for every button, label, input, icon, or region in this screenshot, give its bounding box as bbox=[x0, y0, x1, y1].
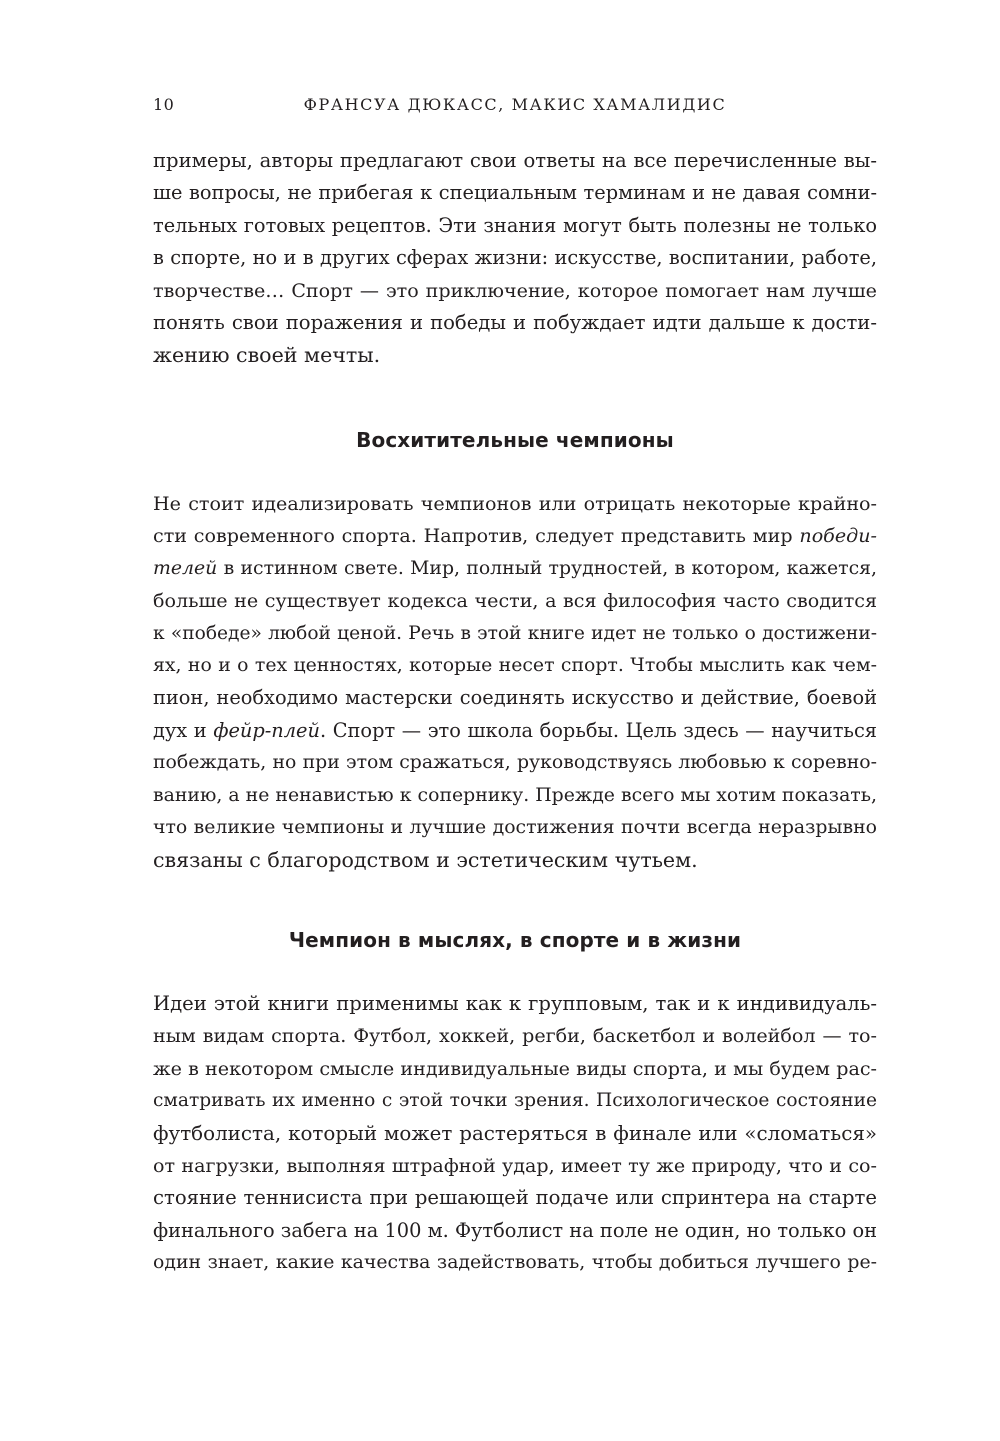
italic-term: телей bbox=[153, 557, 218, 579]
italic-term: победи- bbox=[799, 524, 877, 548]
text-line: тельных готовых рецептов. Эти знания могут быть полезны не только bbox=[153, 213, 877, 237]
text-line: Идеи этой книги применимы как к групповым, так и к индивидуаль- bbox=[153, 992, 877, 1015]
page-number: 10 bbox=[153, 95, 175, 114]
text-line: стояние теннисиста при решающей подаче или спринтера на старте bbox=[153, 1186, 877, 1210]
text-run: дух и bbox=[153, 718, 214, 742]
text-line: один знает, какие качества задействовать, чтобы добиться лучшего ре- bbox=[153, 1252, 877, 1274]
text-line: же в некотором смысле индивидуальные виды спорта, и мы будем рас- bbox=[153, 1056, 877, 1080]
text-line bbox=[153, 520, 877, 552]
section-heading-champion-in-thoughts: Чемпион в мыслях, в спорте и в жизни bbox=[288, 928, 742, 952]
section-heading-champions: Восхитительные чемпионы bbox=[356, 428, 674, 452]
text-line: ванию, а не ненавистью к сопернику. Прежде всего мы хотим показать, bbox=[153, 784, 877, 806]
text-run: . Спорт — это школа борьбы. Цель здесь — научиться bbox=[319, 718, 877, 742]
text-line: что великие чемпионы и лучшие достижения почти всегда неразрывно bbox=[153, 817, 877, 839]
text-line: футболиста, который может растеряться в финале или «сломаться» bbox=[153, 1121, 877, 1145]
text-line: от нагрузки, выполняя штрафной удар, имеет ту же природу, что и со- bbox=[153, 1154, 877, 1178]
text-line: ях, но и о тех ценностях, которые несет спорт. Чтобы мыслить как чем- bbox=[153, 655, 877, 677]
text-line: побеждать, но при этом сражаться, руководствуясь любовью к соревно- bbox=[153, 752, 877, 774]
text-line: жению своей мечты. bbox=[153, 343, 381, 368]
champions-paragraph bbox=[153, 488, 877, 877]
text-line: связаны с благородством и эстетическим чутьем. bbox=[153, 848, 698, 873]
running-header bbox=[153, 95, 877, 119]
intro-paragraph bbox=[153, 145, 877, 372]
text-line bbox=[153, 553, 877, 585]
text-line: ше вопросы, не прибегая к специальным терминам и не давая сомни- bbox=[153, 181, 877, 205]
text-line: в спорте, но и в других сферах жизни: искусстве, воспитании, работе, bbox=[153, 246, 877, 270]
text-line bbox=[153, 715, 877, 747]
text-line: творчестве… Спорт — это приключение, которое помогает нам лучше bbox=[153, 278, 877, 302]
running-title: ФРАНСУА ДЮКАСС, МАКИС ХАМАЛИДИС bbox=[303, 95, 727, 114]
italic-term: фейр-плей bbox=[213, 718, 320, 742]
text-run: в истинном свете. Мир, полный трудностей, в котором, кажется, bbox=[217, 557, 877, 579]
text-line: ным видам спорта. Футбол, хоккей, регби, баскетбол и волейбол — то- bbox=[153, 1024, 877, 1048]
text-line: пион, необходимо мастерски соединять искусство и действие, боевой bbox=[153, 686, 877, 710]
text-line: больше не существует кодекса чести, а вся философия часто сводится bbox=[153, 589, 877, 613]
champion-thoughts-paragraph bbox=[153, 988, 877, 1280]
text-line: сматривать их именно с этой точки зрения. Психологическое состояние bbox=[153, 1090, 877, 1112]
text-line: Не стоит идеализировать чемпионов или отрицать некоторые крайно- bbox=[153, 492, 877, 515]
text-line: понять свои поражения и победы и побуждает идти дальше к дости- bbox=[153, 311, 877, 335]
text-line: примеры, авторы предлагают свои ответы на все перечисленные вы- bbox=[153, 149, 877, 172]
text-run: сти современного спорта. Напротив, следует представить мир bbox=[153, 524, 800, 548]
text-line: к «победе» любой ценой. Речь в этой книге идет не только о достижени- bbox=[153, 622, 877, 644]
text-line: финального забега на 100 м. Футболист на поле не один, но только он bbox=[153, 1218, 877, 1242]
